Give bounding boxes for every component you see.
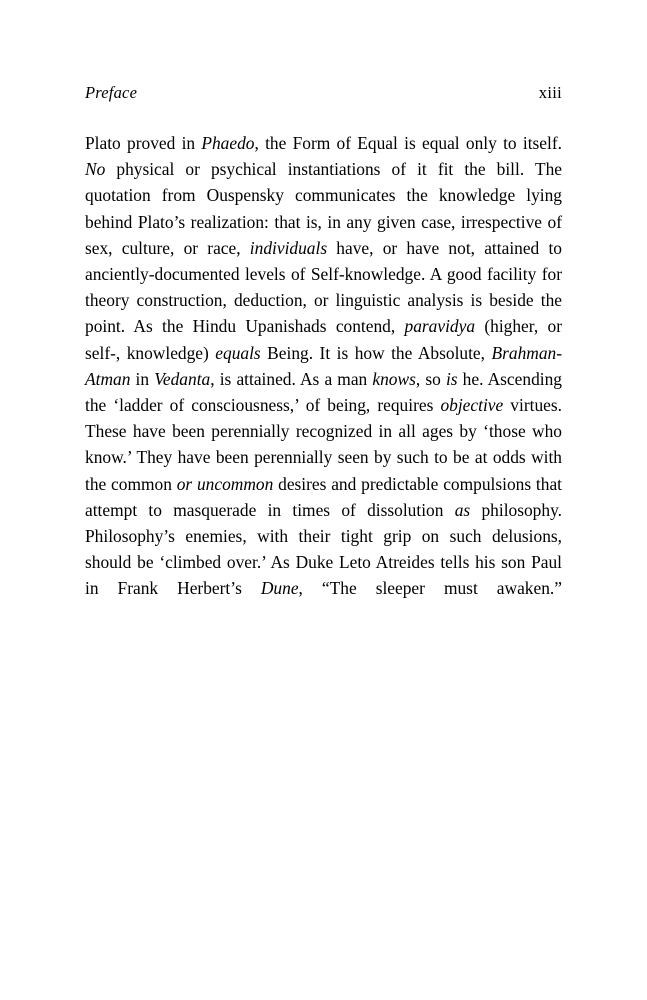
body-text-block xyxy=(85,130,562,628)
text-run: desires and predictable compulsions that attempt to masquerade in times of dissolution xyxy=(85,473,562,520)
text-run: philosophy. Philosophy’s enemies, with their tight grip on such delusions, should be ‘climbed over.’ As Duke Leto Atreides tells his son Paul in Frank Herbert’s xyxy=(85,499,562,599)
text-run: have, or have not, attained to anciently-documented levels of Self-knowledge. A good facility for theory construction, deduction, or linguistic analysis is beside the point. As the Hindu Upanishads contend, xyxy=(85,237,562,337)
emphasis-run: paravidya xyxy=(404,316,476,337)
emphasis-run: is xyxy=(445,368,458,389)
text-run: virtues. These have been perennially recognized in all ages by ‘those who know.’ They have been perennially seen by such to be at odds with the common xyxy=(85,395,562,494)
emphasis-run: Vedanta xyxy=(154,368,211,389)
running-head xyxy=(85,83,562,103)
text-run: , the Form of Equal is equal only to itself. xyxy=(254,133,562,153)
text-run: , is attained. As a man xyxy=(210,368,373,389)
text-run: , so xyxy=(415,368,446,389)
emphasis-run: Brahman-Atman xyxy=(85,342,563,389)
text-run: , “The sleeper must awaken.” xyxy=(298,578,562,599)
preface-paragraph xyxy=(85,130,562,628)
emphasis-run: objective xyxy=(440,395,504,416)
text-run: in xyxy=(130,368,155,389)
emphasis-run: or uncommon xyxy=(176,473,274,494)
running-head-title: Preface xyxy=(85,83,138,102)
text-run: physical or psychical instantiations of it fit the bill. The quotation from Ouspensky communicates the knowledge lying behind Plato’s realization: that is, in any given case, irrespective of sex, culture, or race, xyxy=(85,159,562,258)
emphasis-run: individuals xyxy=(249,237,328,258)
emphasis-run: Phaedo xyxy=(201,133,255,153)
text-run: Plato proved in xyxy=(85,133,202,153)
emphasis-run: as xyxy=(454,499,471,520)
emphasis-run: Dune xyxy=(260,578,299,599)
text-run: Being. It is how the Absolute, xyxy=(260,342,492,363)
emphasis-run: equals xyxy=(215,342,261,363)
text-run: (higher, or self-, knowledge) xyxy=(85,316,562,363)
emphasis-run: No xyxy=(85,159,106,180)
page-number: xiii xyxy=(538,83,562,102)
text-run: he. Ascending the ‘ladder of consciousness,’ of being, requires xyxy=(85,368,562,416)
emphasis-run: knows xyxy=(372,368,416,389)
